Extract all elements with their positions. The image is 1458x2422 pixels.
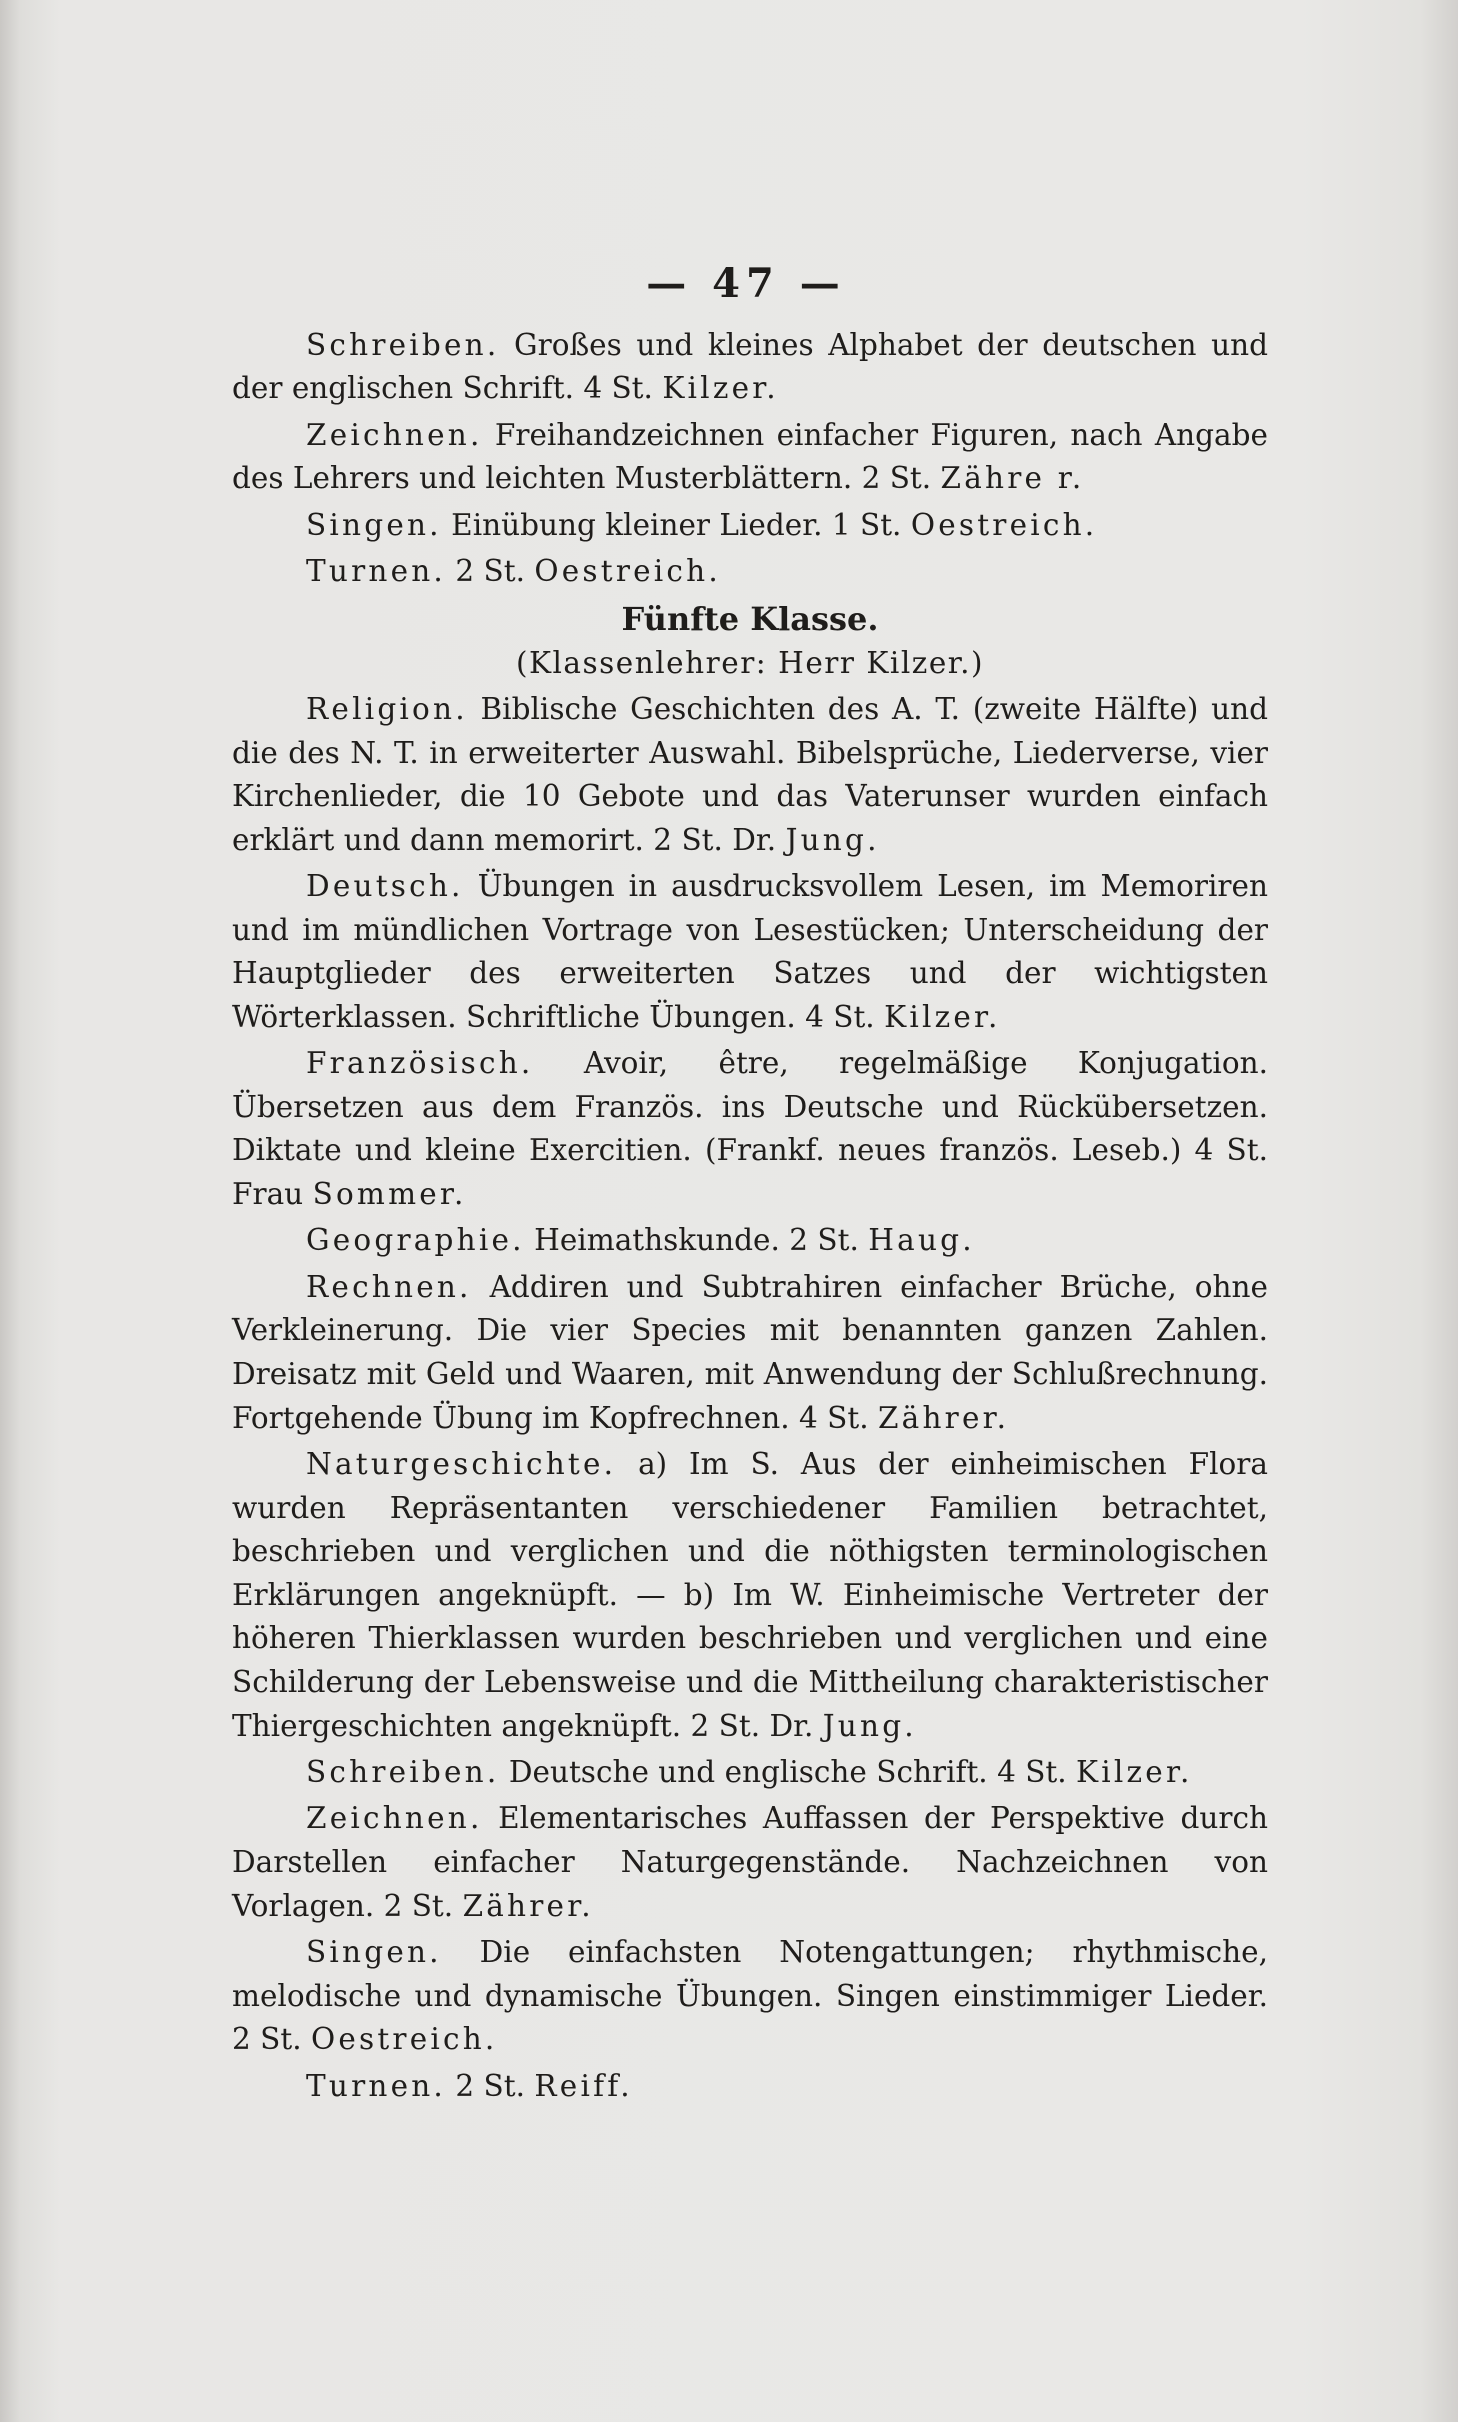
entry-religion: [232, 688, 1268, 862]
subject-label: Französisch.: [306, 1046, 534, 1081]
entry-text: Elementarisches Auffassen der Perspektive durch Darstellen einfacher Naturgegenstände. Nachzeichnen von Vorlagen. 2 St.: [232, 1801, 1268, 1923]
entry-text: a) Im S. Aus der einheimischen Flora wurden Repräsentanten verschiedener Familien betrachtet, beschrieben und verglichen und die nöthigsten terminologischen Erklärungen angeknüpft. — b) Im W. Einheimische Vertreter der höheren Thierklassen wurden beschrieben und verglichen und eine Schilderung der Lebensweise und die Mittheilung charakteristischer Thiergeschichten angeknüpft. 2 St. Dr.: [232, 1447, 1268, 1743]
subject-label: Zeichnen.: [306, 1801, 483, 1836]
entry-text: Heimathskunde. 2 St.: [534, 1223, 859, 1258]
subject-label: Turnen.: [306, 2068, 447, 2103]
teacher-name: Kilzer.: [1076, 1754, 1193, 1789]
teacher-name: Oestreich.: [910, 507, 1098, 542]
entry-gymnastics: [232, 2065, 1268, 2109]
entry-drawing: [232, 1797, 1268, 1928]
teacher-name: Zähre r.: [940, 461, 1085, 496]
teacher-name: Haug.: [868, 1223, 975, 1258]
class-teacher: (Klassenlehrer: Herr Kilzer.): [515, 646, 985, 681]
teacher-name: Oestreich.: [534, 553, 721, 588]
entry-french: [232, 1042, 1268, 1216]
entry-text: Deutsche und englische Schrift. 4 St.: [508, 1754, 1067, 1789]
entry-text: Biblische Geschichten des A. T. (zweite Hälfte) und die des N. T. in erweiterter Auswahl. Bibelsprüche, Liederverse, vier Kirchenlieder, die 10 Gebote und das Vaterunser wurden einfach erklärt und dann memorirt. 2 St. Dr.: [232, 691, 1268, 857]
page-text: [232, 262, 1268, 2111]
entry-geography: [232, 1219, 1268, 1263]
entry-text: Großes und kleines Alphabet der deutschen und der englischen Schrift. 4 St.: [232, 327, 1268, 406]
subject-label: Turnen.: [306, 553, 447, 588]
entry-text: Einübung kleiner Lieder. 1 St.: [451, 507, 902, 542]
subject-label: Singen.: [306, 1934, 442, 1969]
entry-natural-history: [232, 1443, 1268, 1748]
entry-text: Die einfachsten Notengattungen; rhythmische, melodische und dynamische Übungen. Singen einstimmiger Lieder. 2 St.: [232, 1934, 1268, 2057]
entry-singing: [232, 1931, 1268, 2062]
top-entry-writing: [232, 324, 1268, 411]
subject-label: Singen.: [306, 507, 442, 542]
section-title: Fünfte Klasse.: [621, 600, 879, 639]
top-entry-drawing: [232, 414, 1268, 501]
teacher-name: Jung.: [822, 1708, 917, 1743]
teacher-name: Kilzer.: [662, 371, 779, 406]
subject-label: Schreiben.: [306, 1754, 500, 1789]
entry-arithmetic: [232, 1266, 1268, 1440]
teacher-name: Kilzer.: [884, 999, 1001, 1034]
teacher-name: Zährer.: [877, 1400, 1010, 1435]
subject-label: Religion.: [306, 691, 468, 726]
teacher-name: Reiff.: [534, 2068, 633, 2103]
teacher-name: Zährer.: [462, 1888, 594, 1923]
teacher-name: Jung.: [785, 822, 880, 857]
entry-german: [232, 865, 1268, 1039]
top-entry-singing: [232, 504, 1268, 548]
subject-label: Naturgeschichte.: [306, 1447, 617, 1482]
entry-writing: [232, 1751, 1268, 1795]
subject-label: Geographie.: [306, 1223, 525, 1258]
page-number: — 47 —: [646, 260, 846, 307]
subject-label: Schreiben.: [306, 327, 500, 362]
entry-text: 2 St.: [455, 553, 525, 588]
teacher-name: Sommer.: [312, 1177, 467, 1212]
teacher-name: Oestreich.: [310, 2022, 498, 2057]
entry-text: 2 St.: [455, 2068, 525, 2103]
entry-text: Avoir, être, regelmäßige Konjugation. Übersetzen aus dem Französ. ins Deutsche und Rückübersetzen. Diktate und kleine Exercitien. (Frankf. neues französ. Leseb.) 4 St. Frau: [232, 1046, 1268, 1212]
subject-label: Deutsch.: [306, 869, 464, 904]
entry-text: Addiren und Subtrahiren einfacher Brüche, ohne Verkleinerung. Die vier Species mit benannten ganzen Zahlen. Dreisatz mit Geld und Waaren, mit Anwendung der Schlußrechnung. Fortgehende Übung im Kopfrechnen. 4 St.: [232, 1269, 1268, 1435]
top-entry-gymnastics: [232, 550, 1268, 594]
subject-label: Rechnen.: [306, 1269, 472, 1304]
entry-text: Freihandzeichnen einfacher Figuren, nach Angabe des Lehrers und leichten Musterblättern. 2 St.: [232, 417, 1268, 496]
entry-text: Übungen in ausdrucksvollem Lesen, im Memoriren und im mündlichen Vortrage von Lesestücken; Unterscheidung der Hauptglieder des erweiterten Satzes und der wichtigsten Wörterklassen. Schriftliche Übungen. 4 St.: [232, 869, 1268, 1034]
subject-label: Zeichnen.: [306, 417, 483, 452]
